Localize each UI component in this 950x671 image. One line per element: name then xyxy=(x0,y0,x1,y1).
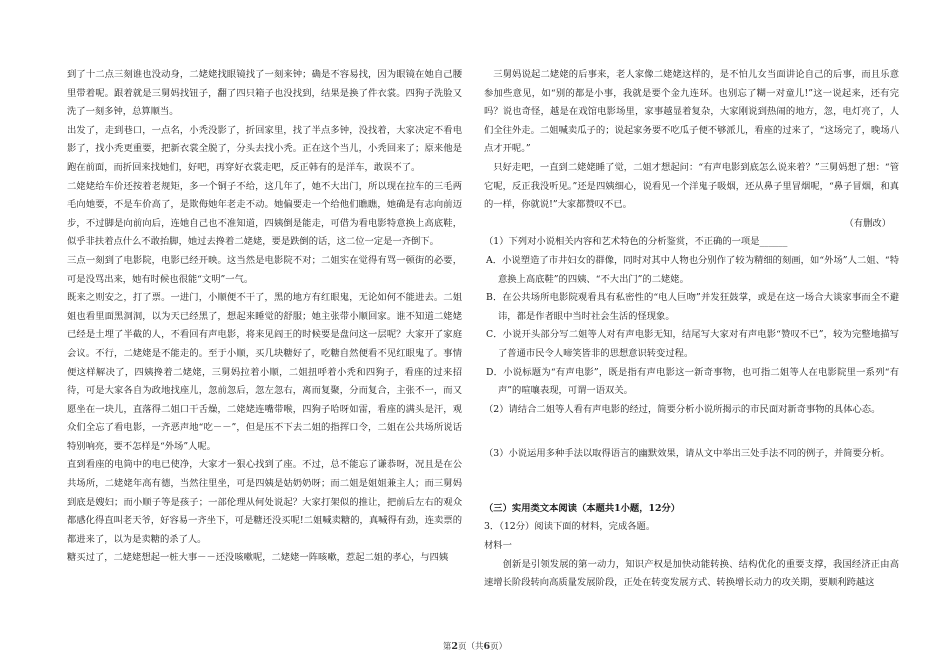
option-c: C．小说开头部分写二姐等人对有声电影无知，结尾写大家对有声电影“赞叹不已”，较为完整地描写了普通市民令人啼笑皆非的思想意识转变过程。 xyxy=(486,329,899,359)
question-3: （3）小说运用多种手法以取得语言的幽默效果，请从文中举出三处手法不同的例子，并简要分析。 xyxy=(484,448,890,460)
question-1-stem: （1）下列对小说相关内容和艺术特色的分析鉴赏，不正确的一项是______ xyxy=(484,236,788,248)
paragraph: 三舅妈说起二姥姥的后事来，老人家像二姥姥这样的，是不怕儿女当面讲论自己的后事，而且乐意参加些意见，如“别的都是小事，我就是要个金九连环。也别忘了糊一对童儿!”这一说起来，还有完吗？说也奇怪，越是在戏馆电影场里，家事越显着复杂，大家刚说到热闹的地方，忽，电灯亮了，人们全往外走。二姐喊卖瓜子的；说起家务要不吃瓜子便不够派儿，看座的过来了，“这场完了，晚场八点才开呢。” xyxy=(484,69,899,155)
page-total: 6 xyxy=(483,641,491,652)
material-text: 创新是引领发展的第一动力，知识产权是加快动能转换、结构优化的重要支撑，我国经济正由高速增长阶段转向高质量发展阶段，正处在转变发展方式、转换增长动力的攻关期，要顺利跨越这 xyxy=(484,558,899,589)
paragraph: 出发了，走到巷口，一点名，小秃没影了，折回家里，找了半点多钟，没找着，大家决定不看电影了，找小秃更重要，把新衣裳全脱了，分头去找小秃。正在这个当儿，小秃回来了；原来他是跑在前面，而折回来找她们，好吧，再穿好衣裳走吧，反正韩有的是洋车，敢误不了。 xyxy=(67,124,462,173)
paragraph: 既来之则安之，打了票。一进门，小顺便不干了，黑的地方有红眼鬼，无论如何不能进去。二姐姐也看里面黑洞洞，以为天已经黑了，想起来睡觉的舒服；她主张带小顺回家。谁不知道二姥姥已经是土埋了半截的人，不看回有声电影，将来见阎王的时候要是盘问这一层呢？大家开了家庭会议。不行，二姥姥是不能走的。至于小顺，买几块糖好了，吃糖自然便看不见红眼鬼了。事情便这样解决了，四姨搀着二姥姥，三舅妈拉着小顺，二姐扭呼着小秃和四狗子，看座的过来招待，可是大家各自为政地找座儿，忽前忽后，忽左忽右，离而复聚，分而复合，主张不一，而又愿坐在一块儿，直落得二姐口干舌燥，二姥姥连嘴带喉，四狗子哈呀如雷，看座的满头是汗，观众们全忘了看电影，一齐恶声地“吃－－”，但是压不下去二姐的指挥口令，二姐在公共场所说话特别响亮，要不怎样是“外场”人呢。 xyxy=(67,292,462,452)
paragraph: 直到看座的电筒中的电已使净，大家才一狠心找到了座。不过，总不能忘了谦恭呀，况且是在公共场所，二姥姥年高有德，当然往里坐，可是四姨是姑奶奶呀；而二姐是姐姐兼主人；而三舅妈到底是嫂妇；而小顺子等是孩子；一部伦理从何处说起？大家打架似的推让，把前后左右的观众都感化得直叫老天爷，好容易一齐坐下，可是糖还没买呢!二姐喊卖糖的，真喊得有劲，连卖票的都进来了，以为是卖糖的杀了人。 xyxy=(67,459,462,545)
paragraph: 只好走吧，一直到二姥姥睡了觉，二姐才想起问：“有声电影到底怎么说来着？”三舅妈想了想：“管它呢，反正我没听见。”还是四姨细心，说看见一个洋鬼子吸烟，还从鼻子里冒烟呢，“鼻子冒烟，和真的一样，你就说!”大家都赞叹不已。 xyxy=(484,161,899,211)
footer-suffix: 页（共 xyxy=(457,642,484,652)
option-a: A．小说塑造了市井妇女的群像，同时对其中人物也分别作了较为精细的刻画，如“外场”人二姐、“特意换上高底鞋”的四姨、“不大出门”的二姥姥。 xyxy=(486,254,899,285)
option-d: D．小说标题为“有声电影”，既是指有声电影这一新奇事物，也可指二姐等人在电影院里一系列“有声”的喧嚷表现，可谓一语双关。 xyxy=(486,366,899,397)
paragraph: 三点一刻到了电影院，电影已经开映。这当然是电影院不对；二姐实在觉得有骂一顿街的必要，可是没骂出来，她有时候也很能“文明”一气。 xyxy=(67,254,462,285)
answer-space xyxy=(484,464,899,490)
section-heading: （三）实用类文本阅读（本题共1小题，12分） xyxy=(484,502,681,514)
question-3-intro: 3．（12分）阅读下面的材料，完成各题。 xyxy=(484,521,656,533)
paragraph: 二姥姥给车价还按着老规矩，多一个铜子不给，这几年了，她不大出门，所以现在拉车的三毛两毛向她要，不是车价高了，是欺侮她年老走不动。她偏要走一个给他们瞧瞧，她确是有志向前迈步，不过脚是向前向后，连她自己也不准知道，四姨倒是能走，可借为看电影特意换上高底鞋，似乎非扶着点什么不敢抬脚，她过去搀着二姥姥，要是跌倒的话，这二位一定是一齐倒下。 xyxy=(67,180,462,248)
footer-end: 页） xyxy=(490,642,508,652)
paragraph: 糖买过了，二姥姥想起一桩大事－－还没咳嗽呢，二姥姥一阵咳嗽，惹起二姐的孝心，与四姨 xyxy=(67,552,449,564)
right-column xyxy=(484,66,899,593)
page-footer xyxy=(0,640,950,652)
material-label: 材料一 xyxy=(484,540,512,552)
answer-space xyxy=(484,419,899,445)
question-2: （2）请结合二姐等人看有声电影的经过，简要分析小说所揭示的市民面对新奇事物的具体心态。 xyxy=(484,403,881,415)
option-b: B．在公共场所电影院观看具有私密性的“电人巨吻”并发狂鼓掌，或是在这一场合大谈家事而全不避讳，都是作者眼中当时社会生活的怪现象。 xyxy=(486,292,899,322)
left-column xyxy=(67,66,462,568)
abridged-note: （有删改） xyxy=(844,217,891,229)
footer-prefix: 第 xyxy=(442,642,452,652)
page-number: 2 xyxy=(451,641,458,652)
paragraph: 到了十二点三刻谁也没动身，二姥姥找眼镜找了一刻来钟；确是不容易找，因为眼镜在她自己腰里带着呢。跟着就是三舅妈找钮子，翻了四只箱子也没找到，结果是换了件衣裳。四狗子洗脸又洗了一刻多钟，总算顺当。 xyxy=(67,69,462,118)
